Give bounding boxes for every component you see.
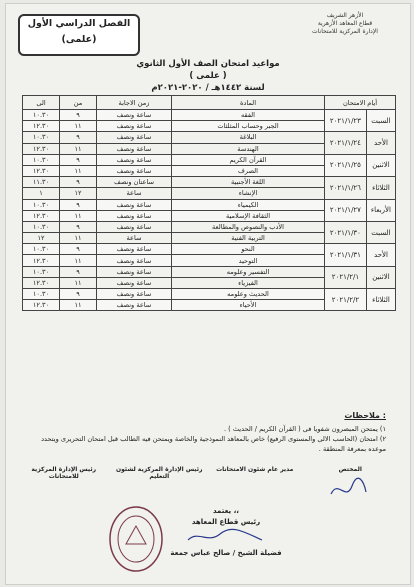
exam-day: الاثنين <box>366 154 395 176</box>
handwritten-signature-center <box>186 528 266 546</box>
table-row <box>23 154 396 165</box>
from-cell: ١١ <box>60 300 97 311</box>
from-cell: ١١ <box>60 277 97 288</box>
exam-day: الثلاثاء <box>366 177 395 199</box>
duration-cell: ساعة ونصف <box>97 266 172 277</box>
exam-date: ٢٠٢١/١/٣١ <box>325 244 367 266</box>
to-cell: ١٢.٣٠ <box>23 300 60 311</box>
subject-cell: الجبر وحساب المثلثات <box>172 121 325 132</box>
exam-day: السبت <box>366 221 395 243</box>
to-cell: ١٠.٣٠ <box>23 289 60 300</box>
col-from: من <box>60 96 97 110</box>
exam-day: الأحد <box>366 244 395 266</box>
from-cell: ٩ <box>60 221 97 232</box>
title-line-1: مواعيد امتحان الصف الأول الثانوي ( علمى ) <box>136 59 280 81</box>
exam-day: الأحد <box>366 132 395 154</box>
subject-cell: الأدب والنصوص والمطالعة <box>172 221 325 232</box>
subject-cell: القرآن الكريم <box>172 154 325 165</box>
duration-cell: ساعة ونصف <box>97 244 172 255</box>
exam-date: ٢٠٢١/١/٢٣ <box>325 110 367 132</box>
to-cell: ١٢.٣٠ <box>23 255 60 266</box>
signature-specialist: المختص <box>338 466 362 473</box>
exam-day: الثلاثاء <box>366 289 395 311</box>
to-cell: ١٠.٣٠ <box>23 244 60 255</box>
approval-block <box>156 506 296 559</box>
duration-cell: ساعة ونصف <box>97 154 172 165</box>
signature-exams-head: رئيس الإدارة المركزية للامتحانات <box>31 466 97 480</box>
approval-line-1: يعتمد ،، <box>213 507 239 515</box>
duration-cell: ساعة ونصف <box>97 121 172 132</box>
from-cell: ٩ <box>60 244 97 255</box>
subject-cell: اللغة الأجنبية <box>172 177 325 188</box>
table-row <box>23 199 396 210</box>
from-cell: ١١ <box>60 210 97 221</box>
to-cell: ١٢.٣٠ <box>23 165 60 176</box>
to-cell: ١٢ <box>23 233 60 244</box>
table-row <box>23 110 396 121</box>
approval-line-2: رئيس قطاع المعاهد <box>191 518 261 526</box>
exam-date: ٢٠٢١/١/٢٧ <box>325 199 367 221</box>
exam-day: الاثنين <box>366 266 395 288</box>
exam-date: ٢٠٢١/٢/٢ <box>325 289 367 311</box>
table-header-row <box>23 96 396 110</box>
to-cell: ١٠.٣٠ <box>23 221 60 232</box>
institution-header <box>290 12 400 36</box>
institution-line-2: قطاع المعاهد الأزهرية <box>317 20 373 27</box>
subject-cell: الصرف <box>172 165 325 176</box>
notes-list <box>26 424 386 454</box>
to-cell: ١٠.٣٠ <box>23 132 60 143</box>
exam-date: ٢٠٢١/١/٢٤ <box>325 132 367 154</box>
duration-cell: ساعة ونصف <box>97 110 172 121</box>
subject-cell: الهندسة <box>172 143 325 154</box>
col-duration: زمن الاجابة <box>97 96 172 110</box>
document-sheet <box>5 3 411 585</box>
to-cell: ١٢.٣٠ <box>23 121 60 132</box>
from-cell: ٩ <box>60 177 97 188</box>
duration-cell: ساعة ونصف <box>97 143 172 154</box>
from-cell: ٩ <box>60 289 97 300</box>
duration-cell: ساعتان ونصف <box>97 177 172 188</box>
subject-cell: الأحياء <box>172 300 325 311</box>
table-row <box>23 289 396 300</box>
exam-date: ٢٠٢١/٢/١ <box>325 266 367 288</box>
from-cell: ٩ <box>60 154 97 165</box>
subject-cell: التربية الفنية <box>172 233 325 244</box>
duration-cell: ساعة ونصف <box>97 165 172 176</box>
duration-cell: ساعة ونصف <box>97 255 172 266</box>
duration-cell: ساعة ونصف <box>97 289 172 300</box>
duration-cell: ساعة ونصف <box>97 221 172 232</box>
subject-cell: البلاغة <box>172 132 325 143</box>
to-cell: ١٢.٣٠ <box>23 277 60 288</box>
to-cell: ١ <box>23 188 60 199</box>
from-cell: ١١ <box>60 233 97 244</box>
exam-day: السبت <box>366 110 395 132</box>
page-title <box>136 58 280 94</box>
duration-cell: ساعة ونصف <box>97 210 172 221</box>
approval-line-3: فضيلة الشيخ / صالح عباس جمعة <box>170 549 282 557</box>
to-cell: ١٠.٣٠ <box>23 110 60 121</box>
to-cell: ١٢.٣٠ <box>23 210 60 221</box>
signature-exams-director: مدير عام شئون الامتحانات <box>216 466 294 473</box>
to-cell: ١٢.٣٠ <box>23 143 60 154</box>
duration-cell: ساعة <box>97 188 172 199</box>
from-cell: ١١ <box>60 165 97 176</box>
note-item-2: ٢) امتحان (الحاسب الالى والمستوى الرفيع) خاص بالمعاهد النموذجية والخاصة ويمتحن فيه الطالب قبل امتحان التحريرى ويتحدد موعده بمعرفة المنطقة . <box>41 435 386 453</box>
table-row <box>23 221 396 232</box>
exam-schedule-table <box>22 95 396 311</box>
exam-day: الأربعاء <box>366 199 395 221</box>
subject-cell: الفيزياء <box>172 277 325 288</box>
subject-cell: التوحيد <box>172 255 325 266</box>
handwritten-signature-right <box>328 474 368 504</box>
subject-cell: الثقافة الإسلامية <box>172 210 325 221</box>
from-cell: ١١ <box>60 121 97 132</box>
notes-heading: ملاحظات : <box>344 411 386 420</box>
institution-line-1: الأزهر الشريف <box>326 12 364 19</box>
table-row <box>23 266 396 277</box>
col-exam-days: أيام الامتحان <box>325 96 396 110</box>
from-cell: ٩ <box>60 110 97 121</box>
signature-education-head: رئيس الإدارة المركزية لشئون التعليم <box>116 466 203 480</box>
exam-date: ٢٠٢١/١/٣٠ <box>325 221 367 243</box>
table-row <box>23 244 396 255</box>
exam-date: ٢٠٢١/١/٢٦ <box>325 177 367 199</box>
subject-cell: النحو <box>172 244 325 255</box>
table-row <box>23 132 396 143</box>
subject-cell: التفسير وعلومه <box>172 266 325 277</box>
from-cell: ١١ <box>60 143 97 154</box>
duration-cell: ساعة ونصف <box>97 300 172 311</box>
to-cell: ١٠.٣٠ <box>23 199 60 210</box>
from-cell: ١٢ <box>60 188 97 199</box>
exam-date: ٢٠٢١/١/٢٥ <box>325 154 367 176</box>
semester-label-box <box>18 14 140 56</box>
from-cell: ٩ <box>60 266 97 277</box>
title-line-2: لسنة ١٤٤٢هـ / ٢٠٢٠-٢٠٢١م <box>151 83 265 93</box>
duration-cell: ساعة ونصف <box>97 199 172 210</box>
col-subject: المادة <box>172 96 325 110</box>
duration-cell: ساعة ونصف <box>97 132 172 143</box>
branch-label: (علمى) <box>61 34 97 45</box>
subject-cell: الحديث وعلومه <box>172 289 325 300</box>
note-item-1: ١) يمتحن المبصرون شفويا فى ( القرآن الكريم / الحديث ) . <box>223 425 386 433</box>
to-cell: ١٠.٣٠ <box>23 154 60 165</box>
table-row <box>23 177 396 188</box>
duration-cell: ساعة ونصف <box>97 277 172 288</box>
subject-cell: الكيمياء <box>172 199 325 210</box>
table-body <box>23 110 396 311</box>
from-cell: ٩ <box>60 199 97 210</box>
from-cell: ٩ <box>60 132 97 143</box>
from-cell: ١١ <box>60 255 97 266</box>
approval-signature <box>156 528 296 548</box>
col-to: الى <box>23 96 60 110</box>
to-cell: ١٠.٣٠ <box>23 266 60 277</box>
duration-cell: ساعة <box>97 233 172 244</box>
subject-cell: الإنشاء <box>172 188 325 199</box>
subject-cell: الفقه <box>172 110 325 121</box>
semester-label: الفصل الدراسي الأول <box>27 18 131 29</box>
institution-line-3: الإدارة المركزية للامتحانات <box>312 28 378 35</box>
to-cell: ١١.٣٠ <box>23 177 60 188</box>
